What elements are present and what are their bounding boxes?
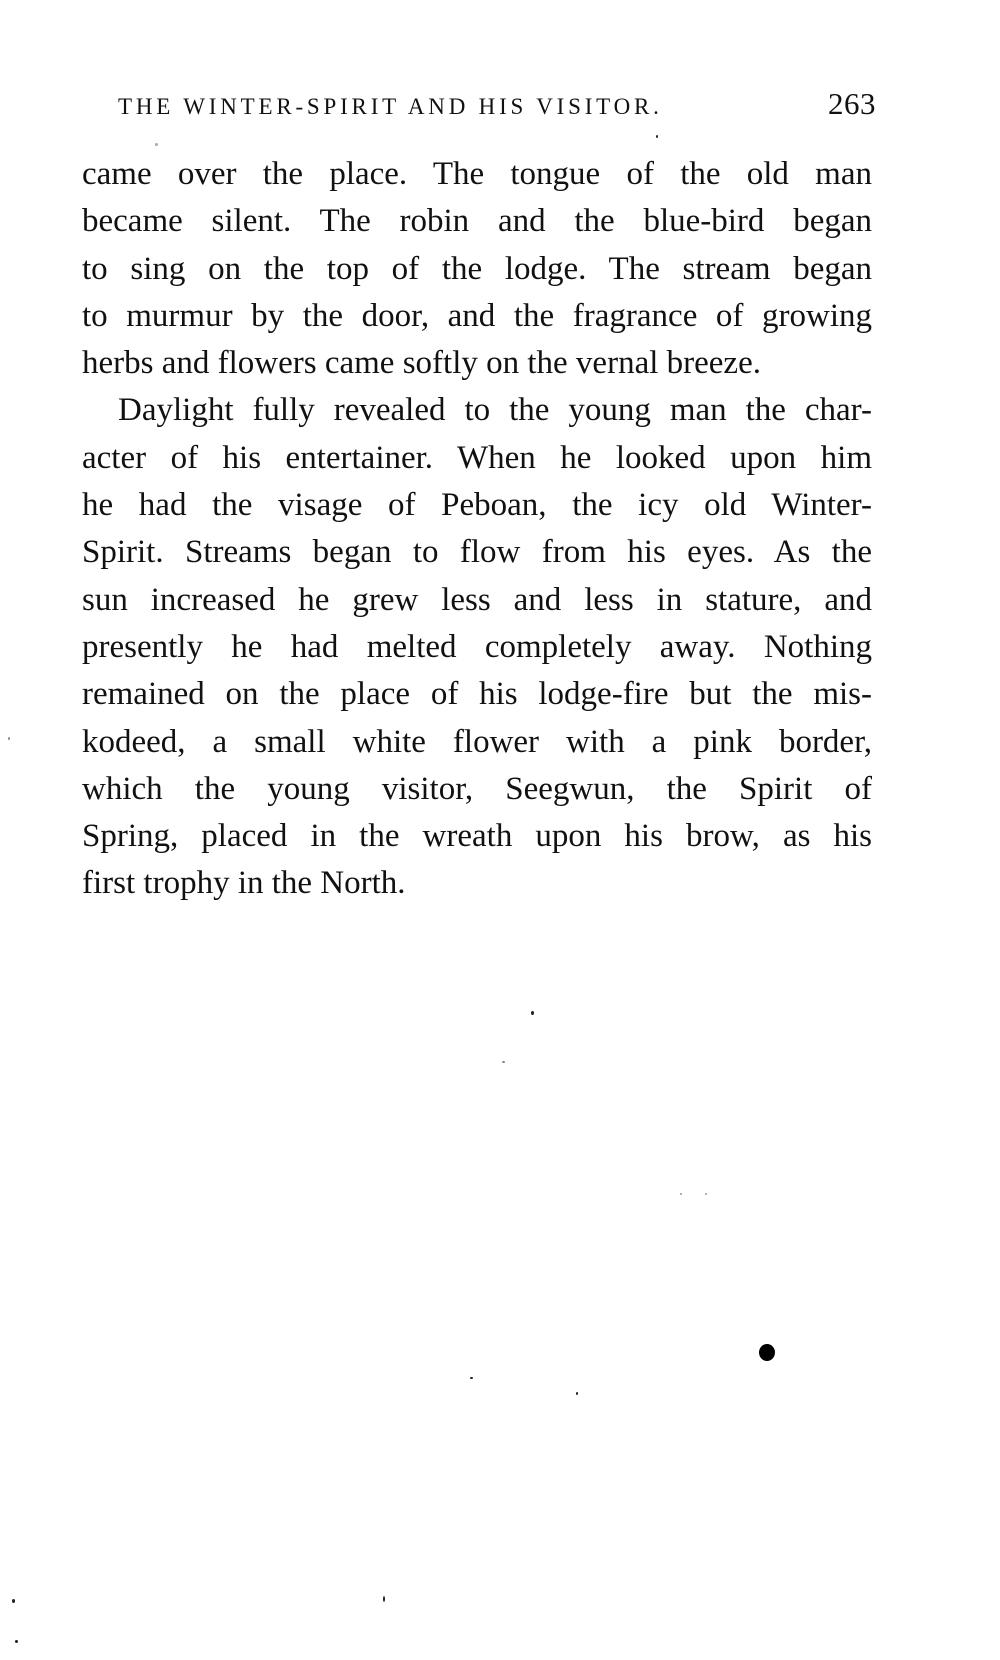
body-text [82,151,872,908]
ink-speck [576,1392,578,1395]
text-line: to murmur by the door, and the fragrance of growing [82,297,872,334]
text-line: presently he had melted completely away. Nothing [82,628,872,665]
text-line: Daylight fully revealed to the young man the char- [118,392,872,429]
paragraph-1 [82,151,872,387]
text-line: which the young visitor, Seegwun, the Spirit of [82,770,872,807]
running-head [118,86,876,121]
text-line: he had the visage of Peboan, the icy old Winter- [82,487,872,524]
ink-speck [680,1193,682,1195]
text-line: remained on the place of his lodge-fire but the mis- [82,676,872,713]
running-title: THE WINTER-SPIRIT AND HIS VISITOR. [118,94,663,119]
text-line: became silent. The robin and the blue-bird began [82,203,872,240]
text-line: to sing on the top of the lodge. The stream began [82,250,872,287]
ink-speck [155,143,158,146]
text-line: Spirit. Streams began to flow from his eyes. As the [82,534,872,571]
text-line: acter of his entertainer. When he looked upon him [82,439,872,476]
text-line: Spring, placed in the wreath upon his brow, as his [82,818,872,855]
text-line: kodeed, a small white flower with a pink border, [82,723,872,760]
ink-speck [705,1193,707,1195]
text-line: herbs and flowers came softly on the vernal breeze. [82,345,761,382]
ink-speck [12,1599,15,1603]
ink-speck [15,1640,18,1643]
page-number: 263 [828,86,876,121]
ink-speck [383,1596,385,1602]
ink-speck [502,1061,505,1063]
paragraph-2 [82,387,872,907]
ink-speck [759,1344,775,1361]
text-line: first trophy in the North. [82,865,406,902]
ink-speck [470,1377,473,1379]
text-line: came over the place. The tongue of the old man [82,156,872,192]
ink-speck [531,1011,534,1015]
ink-speck [8,737,10,740]
text-line: sun increased he grew less and less in stature, and [82,581,872,618]
ink-speck [656,135,658,138]
